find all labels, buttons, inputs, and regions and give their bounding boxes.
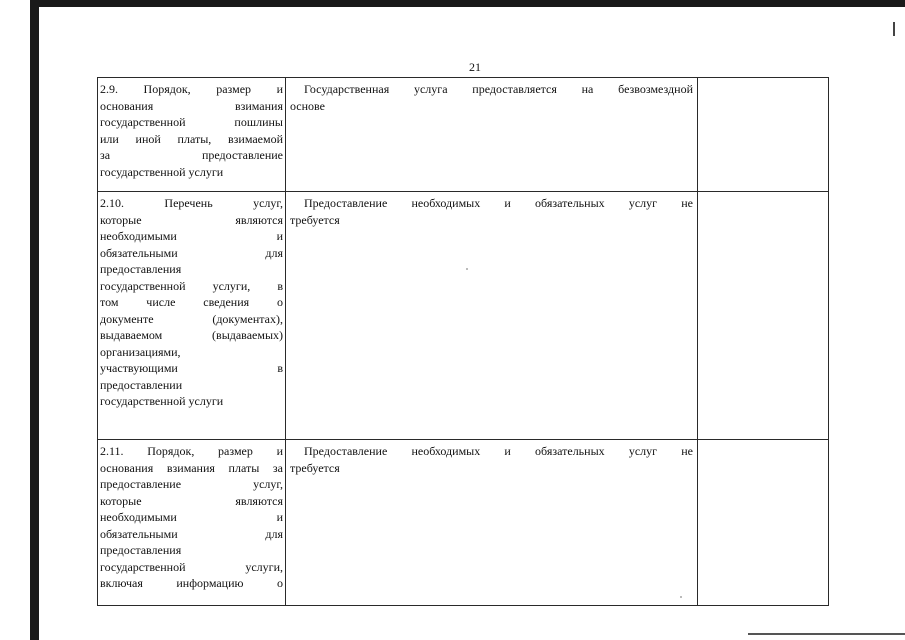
cell-line: Предоставление необходимых и обязательных услуг не (304, 444, 693, 458)
cell-line: документе (документах), (100, 311, 283, 326)
cell-line: основе (290, 98, 325, 113)
scan-border-top (30, 0, 905, 7)
item-title-cell (98, 78, 286, 192)
item-content-cell (286, 440, 698, 606)
empty-cell (698, 78, 829, 192)
cell-line: государственной услуги, в (100, 278, 283, 293)
cell-line: включая информацию о (100, 576, 283, 590)
item-title-cell (98, 192, 286, 440)
cell-line: которые являются (100, 212, 283, 227)
regulation-table (97, 77, 829, 606)
cell-line: необходимыми и (100, 510, 283, 524)
empty-cell (698, 440, 829, 606)
scan-mark-bottom (748, 633, 905, 635)
scan-speck (466, 268, 468, 270)
scan-mark-right (893, 22, 895, 36)
cell-line: или иной платы, взимаемой (100, 131, 283, 146)
cell-line: основания взимания (100, 98, 283, 113)
cell-line: обязательными для (100, 245, 283, 260)
cell-line: государственной пошлины (100, 115, 283, 129)
item-content-cell (286, 192, 698, 440)
cell-line: необходимыми и (100, 229, 283, 243)
cell-line: участвующими в (100, 361, 283, 375)
cell-line: предоставления (100, 262, 182, 276)
cell-line: предоставлении (100, 377, 183, 392)
table-row (98, 440, 829, 606)
cell-line: государственной услуги (100, 394, 224, 408)
item-content-cell (286, 78, 698, 192)
cell-line: 2.9. Порядок, размер и (100, 82, 283, 96)
cell-line: требуется (290, 212, 340, 227)
cell-line: 2.11. Порядок, размер и (100, 444, 283, 458)
cell-line: которые являются (100, 493, 283, 508)
cell-line: обязательными для (100, 526, 283, 541)
item-title-cell (98, 440, 286, 606)
cell-line: Предоставление необходимых и обязательных услуг не (304, 196, 693, 210)
cell-line: том числе сведения о (100, 295, 283, 309)
cell-line: государственной услуги, (100, 559, 283, 574)
cell-line: предоставления (100, 543, 182, 557)
cell-line: требуется (290, 460, 340, 475)
scan-border-left (30, 0, 39, 640)
cell-line: Государственная услуга предоставляется на безвозмездной (304, 82, 693, 96)
cell-line: предоставление услуг, (100, 477, 283, 491)
empty-cell (698, 192, 829, 440)
cell-line: за предоставление (100, 148, 283, 162)
page-number: 21 (469, 60, 481, 74)
cell-line: выдаваемом (выдаваемых) (100, 328, 283, 342)
cell-line: организациями, (100, 344, 181, 359)
cell-line: государственной услуги (100, 164, 224, 179)
table-row (98, 78, 829, 192)
cell-line: основания взимания платы за (100, 460, 283, 475)
scan-speck (680, 596, 682, 598)
cell-line: 2.10. Перечень услуг, (100, 196, 283, 210)
table-row (98, 192, 829, 440)
